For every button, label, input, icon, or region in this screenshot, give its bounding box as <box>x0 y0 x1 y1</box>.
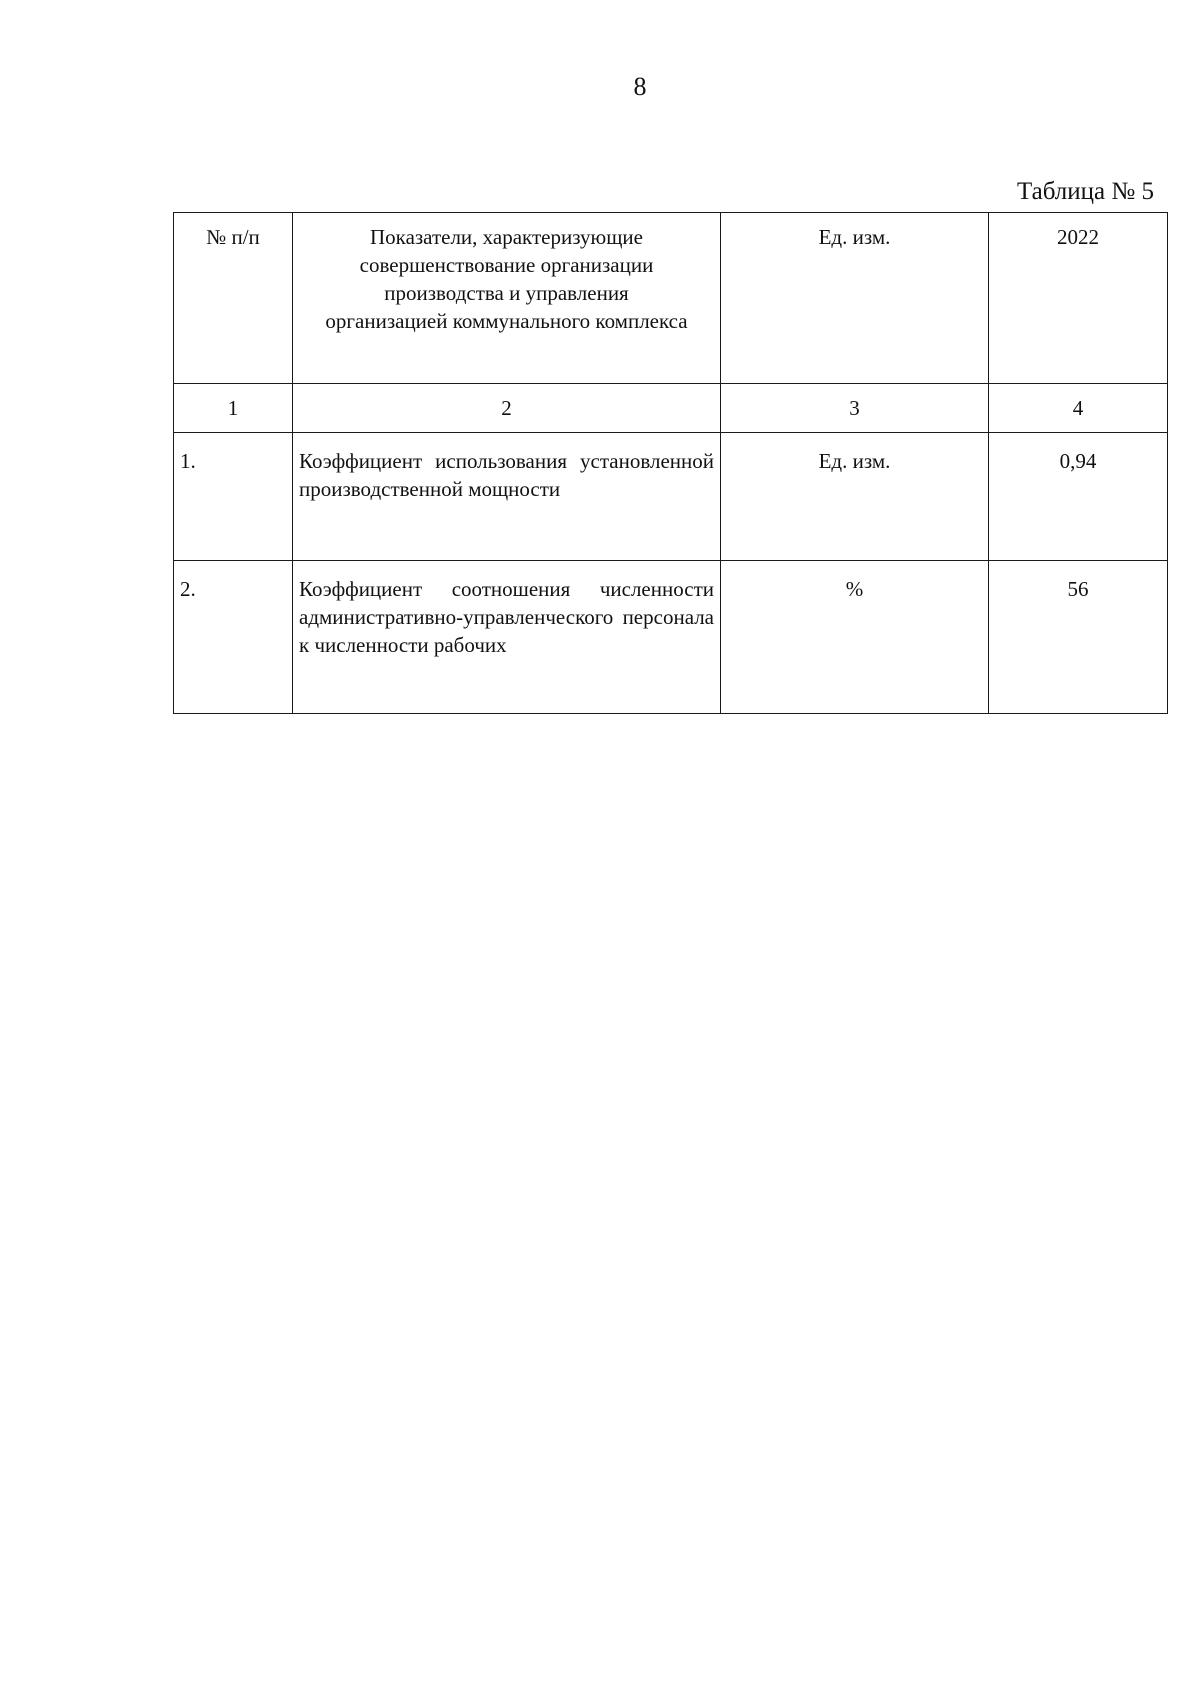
row-indicator-name: Коэффициент соотношения численности административно-управленческого персонала к численности рабочих <box>293 561 721 714</box>
column-index-2: 2 <box>293 384 721 433</box>
row-indicator-name: Коэффициент использования установленной производственной мощности <box>293 433 721 561</box>
indicators-table <box>173 212 1168 714</box>
table-caption: Таблица № 5 <box>1016 178 1154 205</box>
column-index-row <box>174 384 1168 433</box>
column-index-4: 4 <box>989 384 1168 433</box>
table-header-row <box>174 213 1168 384</box>
row-unit: % <box>721 561 989 714</box>
row-value: 56 <box>989 561 1168 714</box>
row-number: 2. <box>174 561 293 714</box>
column-index-3: 3 <box>721 384 989 433</box>
row-number: 1. <box>174 433 293 561</box>
table-row <box>174 433 1168 561</box>
header-year: 2022 <box>989 213 1168 384</box>
page-number: 8 <box>633 72 647 101</box>
table-row <box>174 561 1168 714</box>
header-num: № п/п <box>174 213 293 384</box>
header-unit: Ед. изм. <box>721 213 989 384</box>
header-name: Показатели, характеризующие совершенствование организации производства и управления организацией коммунального комплекса <box>293 213 721 384</box>
row-unit: Ед. изм. <box>721 433 989 561</box>
column-index-1: 1 <box>174 384 293 433</box>
row-value: 0,94 <box>989 433 1168 561</box>
